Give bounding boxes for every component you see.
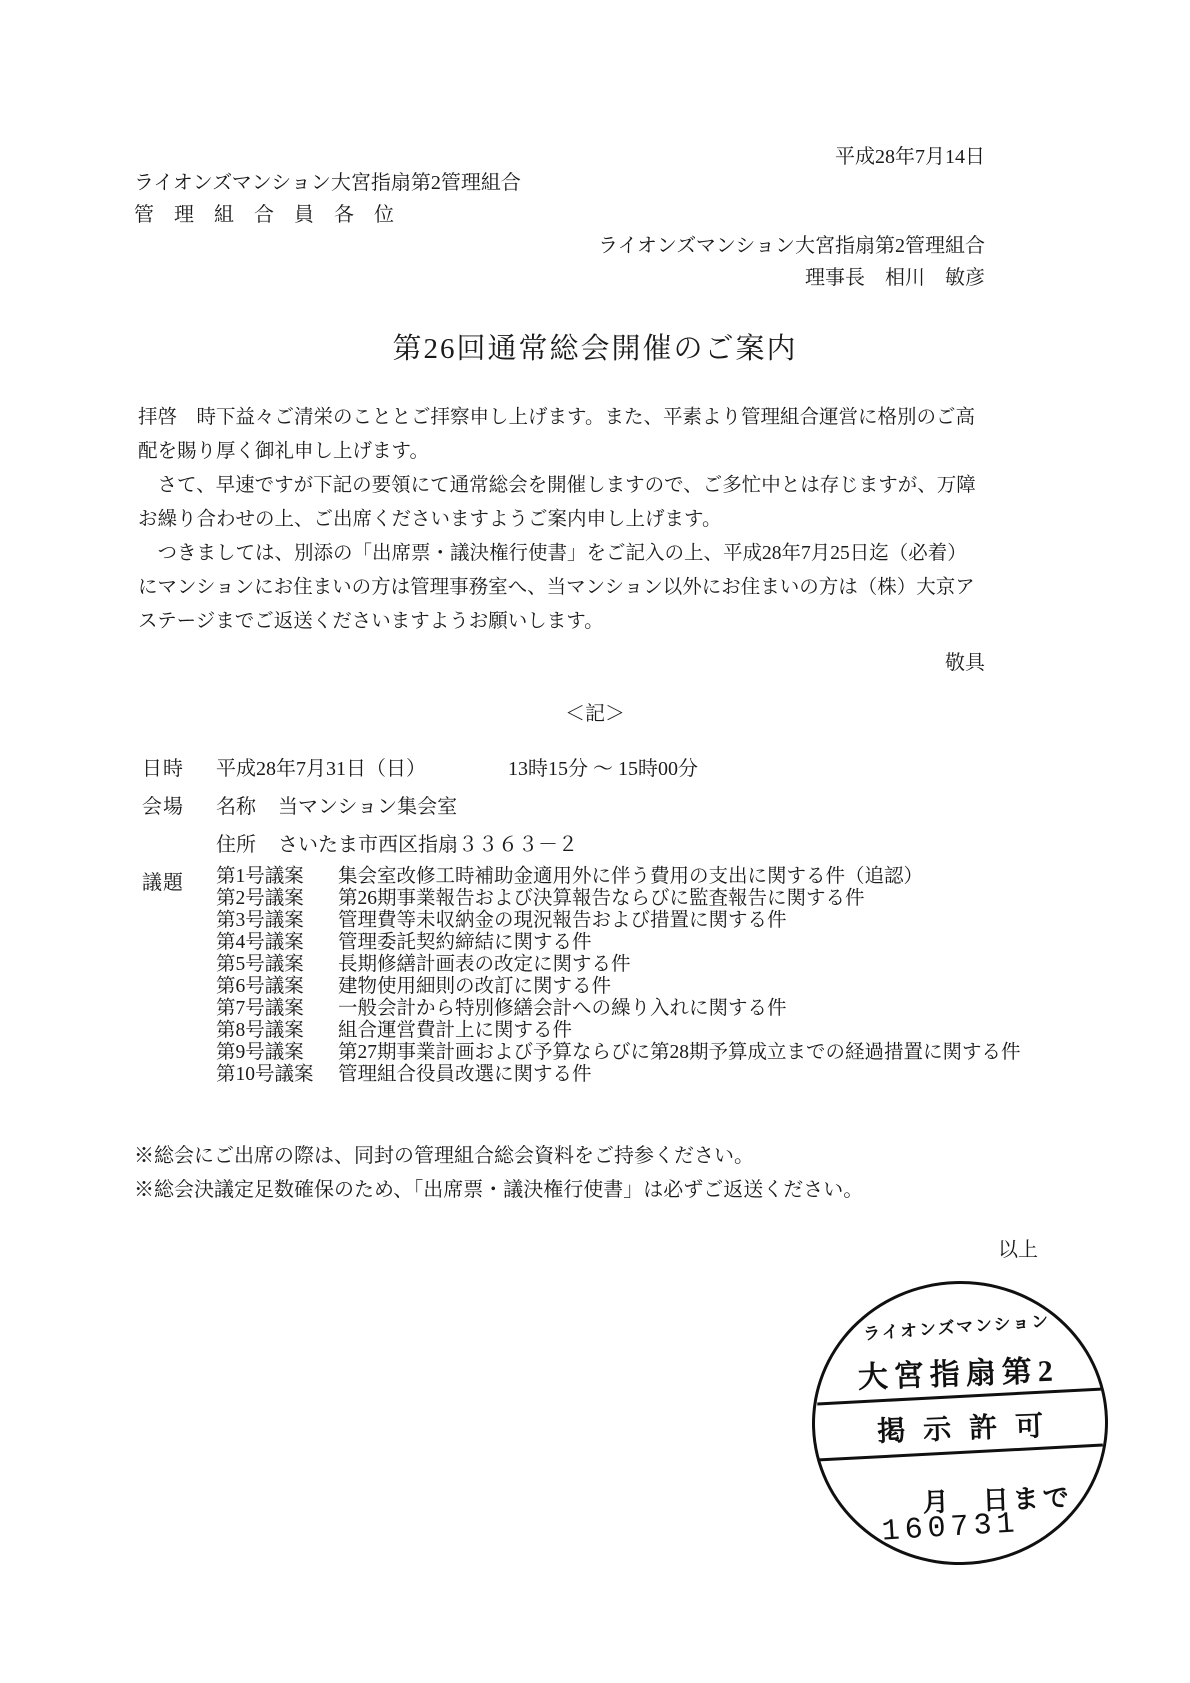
agenda-item-no: 第6号議案 [216, 976, 304, 997]
agenda-item-text: 管理組合役員改選に関する件 [338, 1064, 592, 1085]
record-marker: ＜記＞ [565, 703, 625, 725]
agenda-item-no: 第2号議案 [216, 888, 304, 909]
agenda-item [216, 1020, 1016, 1042]
agenda-item-text: 第26期事業報告および決算報告ならびに監査報告に関する件 [338, 888, 865, 909]
body-line: ステージまでご返送くださいますようお願いします。 [138, 611, 604, 632]
agenda-label: 議題 [142, 872, 184, 894]
agenda-list [216, 866, 1021, 1086]
venue-label: 会場 [142, 796, 184, 818]
agenda-item-text: 建物使用細則の改訂に関する件 [338, 976, 612, 997]
agenda-item [216, 888, 1016, 910]
agenda-item [216, 976, 1016, 998]
agenda-item [216, 1042, 1021, 1064]
agenda-item-no: 第7号議案 [216, 998, 304, 1019]
stamp-date-number: 160731 [880, 1507, 1021, 1550]
venue-name: 当マンション集会室 [278, 796, 458, 818]
agenda-item [216, 954, 1016, 976]
body-line: お繰り合わせの上、ご出席くださいますようご案内申し上げます。 [138, 509, 722, 530]
agenda-item [216, 1064, 1016, 1086]
agenda-item-no: 第5号議案 [216, 954, 304, 975]
meeting-date: 平成28年7月31日（日） [216, 758, 426, 780]
body-line: つきましては、別添の「出席票・議決権行使書」をご記入の上、平成28年7月25日迄（必着） [138, 543, 967, 564]
meeting-time: 13時15分 ～ 15時00分 [508, 758, 698, 780]
agenda-item-text: 組合運営費計上に関する件 [338, 1020, 573, 1041]
agenda-item-no: 第3号議案 [216, 910, 304, 931]
agenda-item-text: 長期修繕計画表の改定に関する件 [338, 954, 631, 975]
body-line: 配を賜り厚く御礼申し上げます。 [138, 441, 429, 462]
note-line: ※総会決議定足数確保のため、「出席票・議決権行使書」は必ずご返送ください。 [134, 1178, 864, 1201]
agenda-item [216, 998, 1016, 1020]
agenda-item-text: 管理委託契約締結に関する件 [338, 932, 592, 953]
stamp-building-name: 大宮指扇第2 [857, 1354, 1060, 1395]
agenda-item [216, 932, 1016, 954]
agenda-item-text: 管理費等未収納金の現況報告および措置に関する件 [338, 910, 787, 931]
agenda-item-no: 第10号議案 [216, 1064, 314, 1085]
sender-org: ライオンズマンション大宮指扇第2管理組合 [598, 235, 985, 257]
agenda-item-no: 第8号議案 [216, 1020, 304, 1041]
agenda-item-text: 集会室改修工時補助金適用外に伴う費用の支出に関する件（追認） [338, 866, 924, 887]
notes [134, 1140, 863, 1207]
addressee-org: ライオンズマンション大宮指扇第2管理組合 [134, 172, 521, 194]
agenda-item-no: 第9号議案 [216, 1042, 304, 1063]
datetime-label: 日時 [142, 758, 184, 780]
venue-name-label: 名称 [216, 796, 256, 818]
note-line: ※総会にご出席の際は、同封の管理組合総会資料をご持参ください。 [134, 1145, 754, 1167]
issue-date: 平成28年7月14日 [835, 146, 985, 168]
agenda-item [216, 910, 1016, 932]
venue-addr-label: 住所 [216, 834, 256, 856]
closing-word: 敬具 [945, 652, 985, 674]
agenda-item-no: 第1号議案 [216, 866, 304, 887]
body-line: さて、早速ですが下記の要領にて通常総会を開催しますので、ご多忙中とは存じますが、万障 [138, 475, 976, 496]
addressee-salutation: 管 理 組 合 員 各 位 [134, 204, 394, 226]
stamp-valid-until: 月 日まで [922, 1483, 1074, 1518]
agenda-item-no: 第4号議案 [216, 932, 304, 953]
body-line: 拝啓 時下益々ご清栄のこととご拝察申し上げます。また、平素より管理組合運営に格別のご高 [138, 407, 975, 428]
agenda-item [216, 866, 1016, 888]
body-line: にマンションにお住まいの方は管理事務室へ、当マンション以外にお住まいの方は（株）大京ア [138, 577, 975, 598]
approval-stamp [807, 1276, 1113, 1570]
agenda-item-text: 一般会計から特別修繕会計への繰り入れに関する件 [338, 998, 787, 1019]
sender-representative: 理事長 相川 敏彦 [805, 267, 985, 289]
body-paragraphs [138, 401, 1038, 639]
agenda-item-text: 第27期事業計画および予算ならびに第28期予算成立までの経過措置に関する件 [338, 1042, 1021, 1063]
venue-address: さいたま市西区指扇３３６３－２ [278, 834, 578, 856]
end-marker: 以上 [998, 1239, 1038, 1261]
stamp-permit-text: 掲示許可 [876, 1410, 1062, 1448]
document-title: 第26回通常総会開催のご案内 [392, 333, 798, 365]
stamp-arc-text: ライオンズマンション [862, 1311, 1051, 1344]
